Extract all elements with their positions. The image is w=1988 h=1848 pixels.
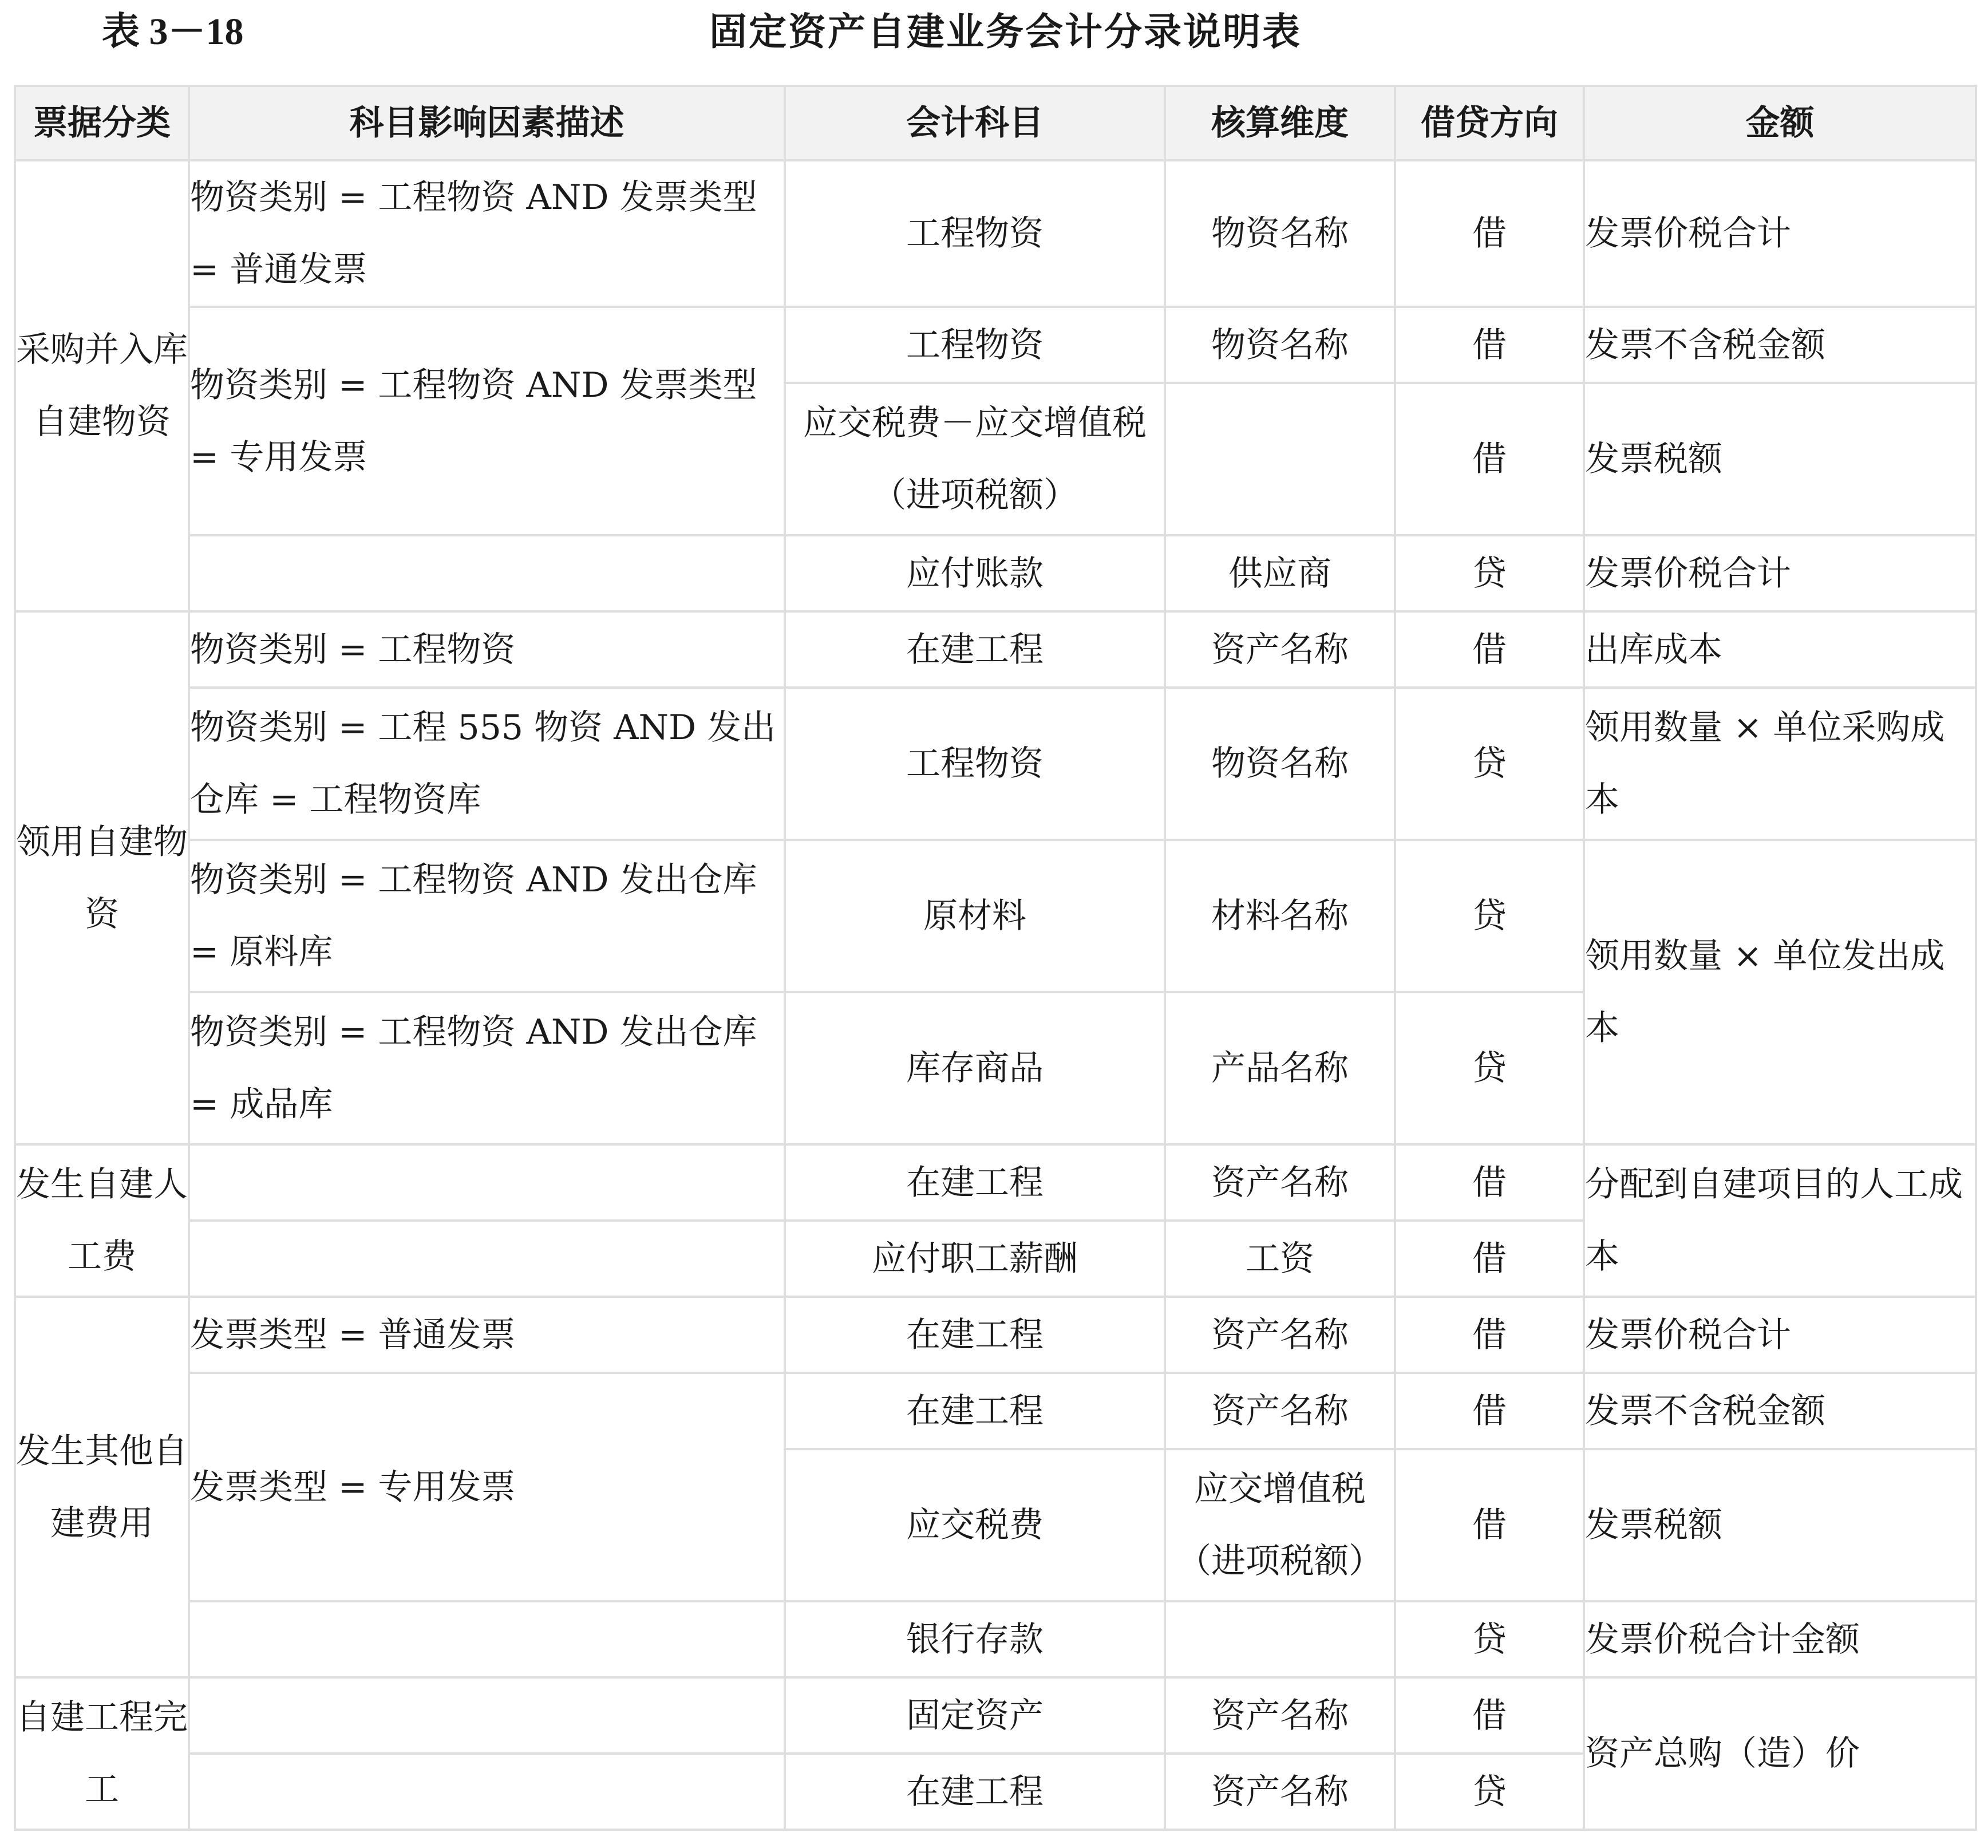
- table-row: [15, 611, 1976, 688]
- direction-cell: 借: [1395, 1297, 1584, 1373]
- account-cell: 在建工程: [785, 611, 1165, 688]
- account-cell: 固定资产: [785, 1677, 1165, 1754]
- direction-cell: 贷: [1395, 840, 1584, 992]
- dimension-cell: 工资: [1165, 1221, 1395, 1297]
- table-row: [15, 688, 1976, 840]
- header-cell-account: 会计科目: [785, 86, 1165, 160]
- description-cell: [189, 1677, 785, 1754]
- description-cell: 物资类别 = 工程物资 AND 发出仓库 = 成品库: [189, 992, 785, 1144]
- dimension-cell: [1165, 383, 1395, 535]
- amount-cell: 领用数量 × 单位发出成本: [1584, 840, 1976, 1144]
- dimension-cell: 资产名称: [1165, 1373, 1395, 1449]
- account-cell: 工程物资: [785, 160, 1165, 307]
- dimension-cell: 资产名称: [1165, 1297, 1395, 1373]
- direction-cell: 贷: [1395, 992, 1584, 1144]
- amount-cell: 资产总购（造）价: [1584, 1677, 1976, 1830]
- dimension-cell: 物资名称: [1165, 160, 1395, 307]
- direction-cell: 借: [1395, 160, 1584, 307]
- account-cell: 应交税费－应交增值税（进项税额）: [785, 383, 1165, 535]
- direction-cell: 贷: [1395, 688, 1584, 840]
- account-cell: 在建工程: [785, 1297, 1165, 1373]
- description-cell: [189, 1221, 785, 1297]
- description-cell: 物资类别 = 工程物资: [189, 611, 785, 688]
- table-row: [15, 1297, 1976, 1373]
- dimension-cell: 资产名称: [1165, 1754, 1395, 1830]
- description-cell: 物资类别 = 工程物资 AND 发票类型 = 普通发票: [189, 160, 785, 307]
- amount-cell: 出库成本: [1584, 611, 1976, 688]
- description-cell: 物资类别 = 工程物资 AND 发出仓库 = 原料库: [189, 840, 785, 992]
- account-cell: 工程物资: [785, 307, 1165, 383]
- direction-cell: 借: [1395, 307, 1584, 383]
- dimension-cell: 资产名称: [1165, 1677, 1395, 1754]
- amount-cell: 发票价税合计: [1584, 160, 1976, 307]
- description-cell: [189, 535, 785, 611]
- account-cell: 应付职工薪酬: [785, 1221, 1165, 1297]
- direction-cell: 借: [1395, 383, 1584, 535]
- category-cell: 采购并入库自建物资: [15, 160, 189, 611]
- header-row: [15, 86, 1976, 160]
- dimension-cell: 资产名称: [1165, 611, 1395, 688]
- direction-cell: 借: [1395, 1144, 1584, 1221]
- description-cell: 物资类别 = 工程 555 物资 AND 发出仓库 = 工程物资库: [189, 688, 785, 840]
- description-cell: 发票类型 = 专用发票: [189, 1373, 785, 1601]
- table-row: [15, 535, 1976, 611]
- dimension-cell: 资产名称: [1165, 1144, 1395, 1221]
- accounting-entries-table: [14, 85, 1977, 1831]
- table-number: 表 3－18: [102, 11, 244, 53]
- header-cell-dimension: 核算维度: [1165, 86, 1395, 160]
- direction-cell: 贷: [1395, 1754, 1584, 1830]
- dimension-cell: [1165, 1601, 1395, 1677]
- direction-cell: 借: [1395, 1221, 1584, 1297]
- amount-cell: 发票不含税金额: [1584, 307, 1976, 383]
- dimension-cell: 应交增值税（进项税额）: [1165, 1449, 1395, 1601]
- amount-cell: 发票税额: [1584, 383, 1976, 535]
- account-cell: 在建工程: [785, 1373, 1165, 1449]
- header-cell-amount: 金额: [1584, 86, 1976, 160]
- direction-cell: 借: [1395, 1449, 1584, 1601]
- table-row: [15, 1373, 1976, 1449]
- amount-cell: 发票价税合计金额: [1584, 1601, 1976, 1677]
- table-caption: [0, 0, 1988, 80]
- description-cell: 物资类别 = 工程物资 AND 发票类型 = 专用发票: [189, 307, 785, 535]
- amount-cell: 发票税额: [1584, 1449, 1976, 1601]
- table-row: [15, 1601, 1976, 1677]
- amount-cell: 发票不含税金额: [1584, 1373, 1976, 1449]
- direction-cell: 借: [1395, 1677, 1584, 1754]
- dimension-cell: 物资名称: [1165, 307, 1395, 383]
- description-cell: [189, 1144, 785, 1221]
- account-cell: 工程物资: [785, 688, 1165, 840]
- table-title: 固定资产自建业务会计分录说明表: [709, 10, 1302, 54]
- header-cell-direction: 借贷方向: [1395, 86, 1584, 160]
- dimension-cell: 供应商: [1165, 535, 1395, 611]
- dimension-cell: 产品名称: [1165, 992, 1395, 1144]
- table-row: [15, 1677, 1976, 1754]
- account-cell: 库存商品: [785, 992, 1165, 1144]
- header-cell-description: 科目影响因素描述: [189, 86, 785, 160]
- amount-cell: 领用数量 × 单位采购成本: [1584, 688, 1976, 840]
- direction-cell: 借: [1395, 611, 1584, 688]
- account-cell: 应交税费: [785, 1449, 1165, 1601]
- category-cell: 发生自建人工费: [15, 1144, 189, 1297]
- account-cell: 原材料: [785, 840, 1165, 992]
- table-row: [15, 1144, 1976, 1221]
- amount-cell: 发票价税合计: [1584, 535, 1976, 611]
- account-cell: 在建工程: [785, 1144, 1165, 1221]
- account-cell: 应付账款: [785, 535, 1165, 611]
- table-row: [15, 160, 1976, 307]
- direction-cell: 贷: [1395, 535, 1584, 611]
- table-row: [15, 307, 1976, 383]
- account-cell: 银行存款: [785, 1601, 1165, 1677]
- direction-cell: 借: [1395, 1373, 1584, 1449]
- description-cell: [189, 1601, 785, 1677]
- table-row: [15, 840, 1976, 992]
- category-cell: 发生其他自建费用: [15, 1297, 189, 1677]
- header-cell-category: 票据分类: [15, 86, 189, 160]
- category-cell: 领用自建物资: [15, 611, 189, 1144]
- dimension-cell: 材料名称: [1165, 840, 1395, 992]
- amount-cell: 分配到自建项目的人工成本: [1584, 1144, 1976, 1297]
- amount-cell: 发票价税合计: [1584, 1297, 1976, 1373]
- account-cell: 在建工程: [785, 1754, 1165, 1830]
- description-cell: 发票类型 = 普通发票: [189, 1297, 785, 1373]
- direction-cell: 贷: [1395, 1601, 1584, 1677]
- dimension-cell: 物资名称: [1165, 688, 1395, 840]
- category-cell: 自建工程完工: [15, 1677, 189, 1830]
- description-cell: [189, 1754, 785, 1830]
